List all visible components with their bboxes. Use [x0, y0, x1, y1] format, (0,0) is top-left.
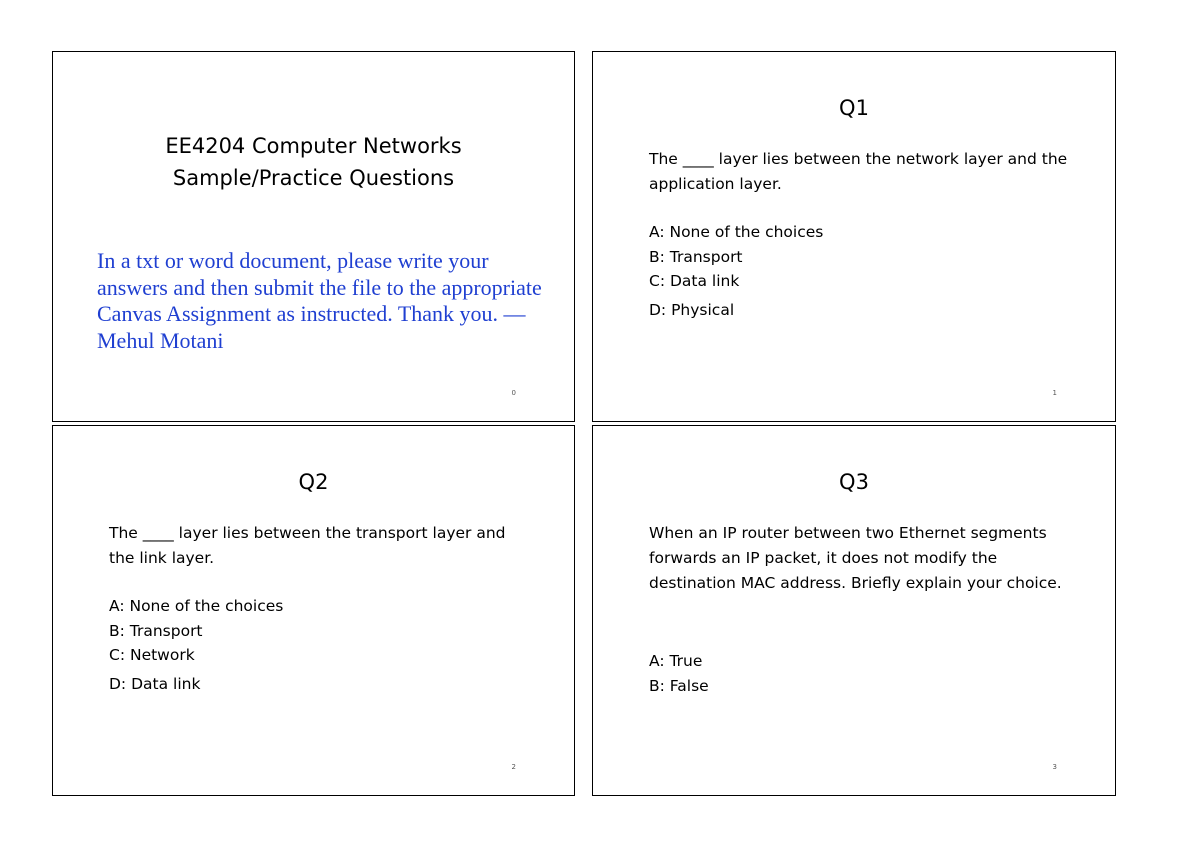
option-b: B: Transport — [649, 247, 743, 266]
option-a: A: True — [649, 652, 703, 670]
slide-q3 — [592, 425, 1116, 796]
slide-number: 2 — [511, 763, 516, 771]
slide-number: 3 — [1052, 763, 1057, 771]
slide-q2 — [52, 425, 575, 796]
question-heading: Q3 — [839, 470, 869, 494]
answer-options — [649, 649, 709, 698]
option-b: B: Transport — [109, 621, 203, 640]
slide-q1 — [592, 51, 1116, 422]
slide-number: 0 — [511, 389, 516, 397]
question-text: The ____ layer lies between the transport layer and the link layer. — [109, 524, 506, 567]
question-text: When an IP router between two Ethernet segments forwards an IP packet, it does not modify the destination MAC address. Briefly explain your choice. — [649, 524, 1062, 592]
option-b: B: False — [649, 676, 709, 695]
option-a: A: None of the choices — [649, 223, 824, 241]
option-d: D: Physical — [649, 300, 735, 319]
course-title: EE4204 Computer Networks — [165, 134, 462, 158]
slide-number: 1 — [1052, 389, 1057, 397]
submission-instructions: In a txt or word document, please write your answers and then submit the file to the appropriate Canvas Assignment as instructed. Thank you. —Mehul Motani — [97, 248, 542, 353]
document-subtitle: Sample/Practice Questions — [172, 166, 455, 190]
question-heading: Q2 — [298, 470, 329, 494]
answer-options — [649, 220, 823, 322]
option-d: D: Data link — [109, 674, 201, 693]
answer-options — [109, 594, 283, 696]
question-text: The ____ layer lies between the network layer and the application layer. — [649, 150, 1068, 193]
option-c: C: Data link — [649, 272, 740, 290]
option-a: A: None of the choices — [109, 597, 284, 615]
option-c: C: Network — [109, 646, 195, 664]
slide-cover — [52, 51, 575, 422]
question-heading: Q1 — [839, 96, 869, 120]
